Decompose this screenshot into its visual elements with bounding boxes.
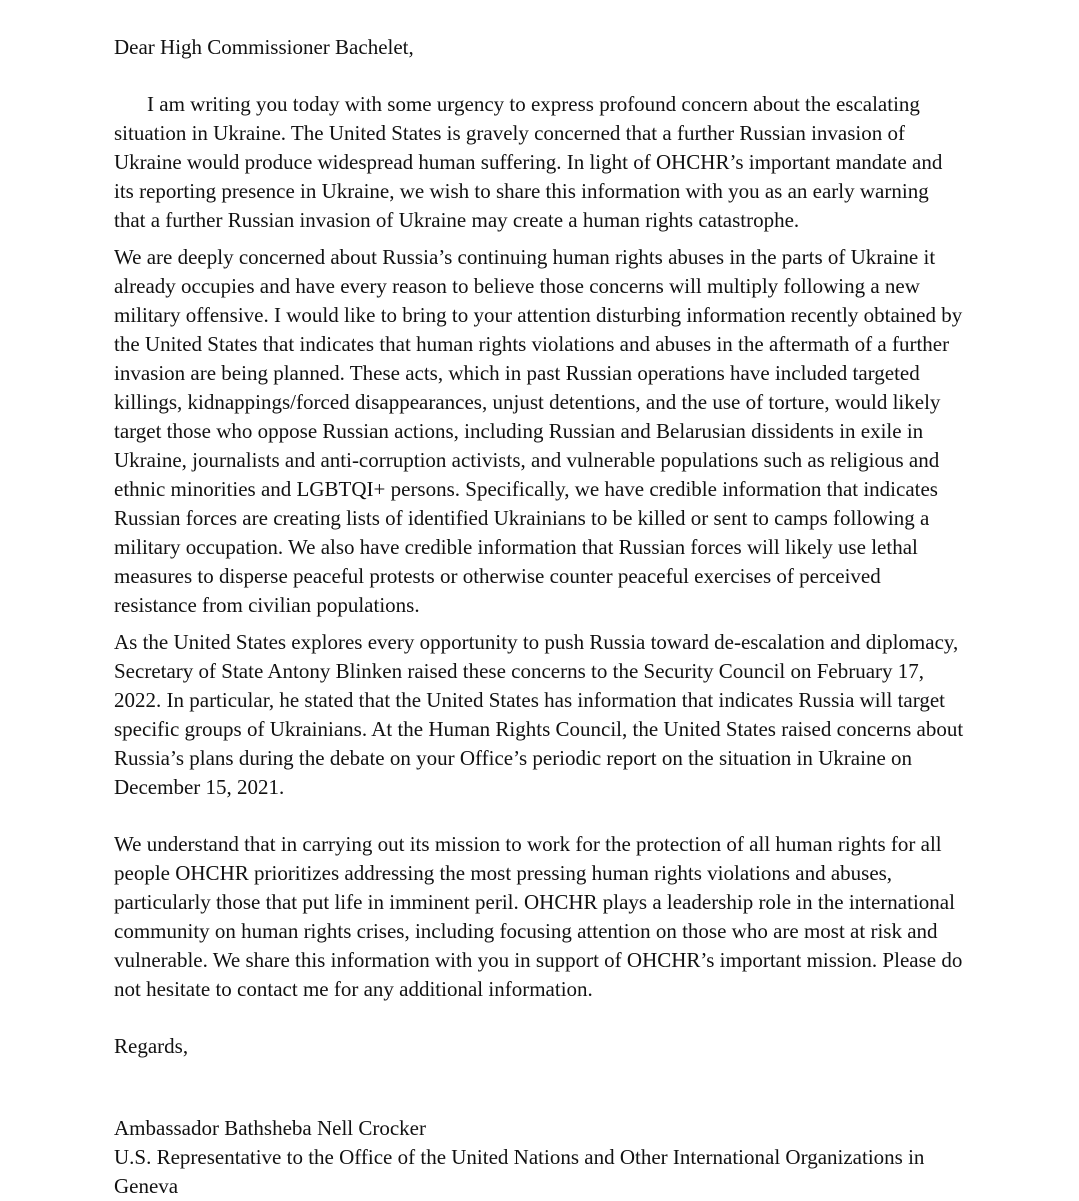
closing: Regards,	[114, 1034, 189, 1058]
paragraph-ohchr-mission: We understand that in carrying out its mission to work for the protection of all human rights for all people OHCHR prioritizes addressing the most pressing human rights violations and abuses, particularly those that put life in imminent peril. OHCHR plays a leadership role in the international community on human rights crises, including focusing attention on those who are most at risk and vulnerable. We share this information with you in support of OHCHR’s important mission. Please do not hesitate to contact me for any additional information.	[114, 832, 963, 1001]
paragraph-concerns: We are deeply concerned about Russia’s continuing human rights abuses in the parts of Ukraine it already occupies and have every reason to believe those concerns will multiply following a new military offensive. I would like to bring to your attention disturbing information recently obtained by the United States that indicates that human rights violations and abuses in the aftermath of a further invasion are being planned. These acts, which in past Russian operations have included targeted killings, kidnappings/forced disappearances, unjust detentions, and the use of torture, would likely target those who oppose Russian actions, including Russian and Belarusian dissidents in exile in Ukraine, journalists and anti-corruption activists, and vulnerable populations such as religious and ethnic minorities and LGBTQI+ persons. Specifically, we have credible information that indicates Russian forces are creating lists of identified Ukrainians to be killed or sent to camps following a military occupation. We also have credible information that Russian forces will likely use lethal measures to disperse peaceful protests or otherwise counter peaceful exercises of perceived resistance from civilian populations.	[114, 245, 963, 617]
salutation: Dear High Commissioner Bachelet,	[114, 35, 414, 59]
paragraph-security-council: As the United States explores every opportunity to push Russia toward de-escalation and diplomacy, Secretary of State Antony Blinken raised these concerns to the Security Council on February 17, 2022. In particular, he stated that the United States has information that indicates Russia will target specific groups of Ukrainians. At the Human Rights Council, the United States raised concerns about Russia’s plans during the debate on your Office’s periodic report on the situation in Ukraine on December 15, 2021.	[114, 630, 964, 799]
signature-block	[114, 1114, 964, 1201]
paragraph-intro: I am writing you today with some urgency to express profound concern about the escalating situation in Ukraine. The United States is gravely concerned that a further Russian invasion of Ukraine would produce widespread human suffering. In light of OHCHR’s important mandate and its reporting presence in Ukraine, we wish to share this information with you as an early warning that a further Russian invasion of Ukraine may create a human rights catastrophe.	[114, 92, 943, 232]
signatory-name: Ambassador Bathsheba Nell Crocker	[114, 1116, 426, 1140]
letter-body	[114, 33, 964, 1201]
signatory-title: U.S. Representative to the Office of the United Nations and Other International Organizations in Geneva	[114, 1145, 925, 1198]
